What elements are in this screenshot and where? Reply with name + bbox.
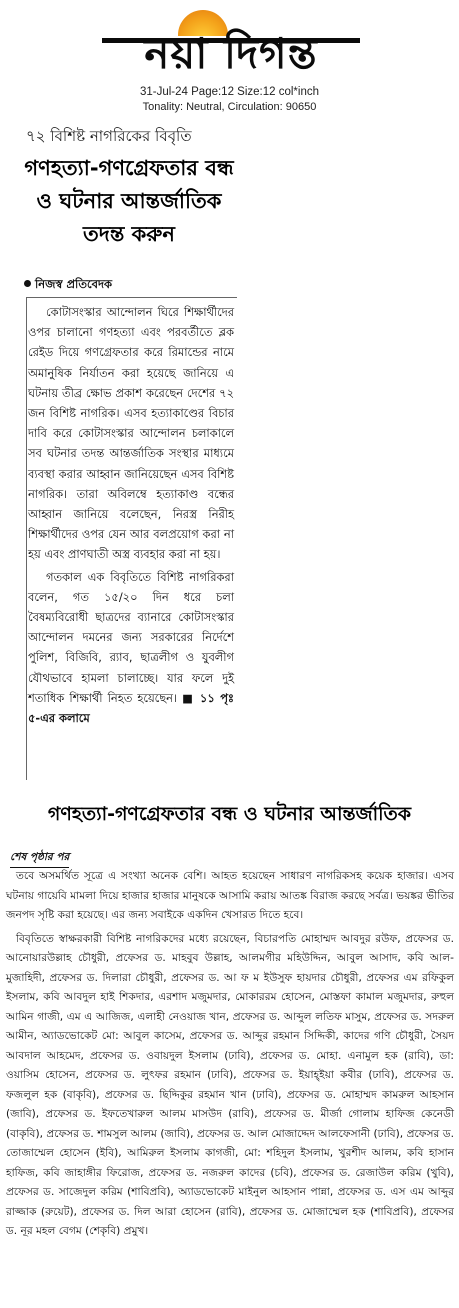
continued-reference: ■ ১১ পৃঃ ৫-এর কলামে — [28, 690, 234, 726]
continuation-paragraph-2: বিবৃতিতে স্বাক্ষরকারী বিশিষ্ট নাগরিকদের মধ্যে রয়েছেন, বিচারপতি মোহাম্মদ আবদুর রউফ, প্রফেসর ড. আনোয়ারউল্লাহ চৌধুরী, প্রফেসর ড. মাহবুব উল্লাহ, আলমগীর মহিউদ্দিন, আবুল আসাদ, কবি আল-মুজাহিদী, প্রফেসর ড. দিলারা চৌধুরী, প্রফেসর ড. আ ফ ম ইউসুফ হায়দার চৌধুরী, প্রফেসর এম রফিকুল ইসলাম, কবি আবদুল হাই শিকদার, এরশাদ মজুমদার, মোকাররম হোসেন, মোস্তফা কামাল মজুমদার, রুহুল আমিন গাজী, এম এ আজিজ, এলাহী নেওয়াজ খান, প্রফেসর ড. আব্দুল লতিফ মাসুম, প্রফেসর ড. সদরুল আমীন, অ্যাডভোকেট মো: আবুল কাসেম, প্রফেসর ড. আব্দুর রহমান সিদ্দিকী, কাদের গণি চৌধুরী, সৈয়দ আবদাল আহমেদ, প্রফেসর ড. ওবায়দুল ইসলাম (ঢাবি), প্রফেসর ড. মোহা. এনামুল হক (রাবি), ডা: ওয়াসিম হোসেন, প্রফেসর ড. লুৎফর রহমান (ঢাবি), প্রফেসর ড. ইয়াহ্‌ইয়া কবীর (ঢাবি), প্রফেসর ড. ফজলুল হক (বাকৃবি), প্রফেসর ড. ছিদ্দিকুর রহমান খান (ঢাবি), প্রফেসর ড. মোহাম্মদ কামরুল আহসান (জাবি), প্রফেসর ড. ইফতেখারুল আলম মাসউদ (রাবি), প্রফেসর ড. মীর্জা গোলাম হাফিজ কেনেডী (বাকৃবি), প্রফেসর ড. শামসুল আলম (জাবি), প্রফেসর ড. আল মোজাদ্দেদ আলফেসানী (ঢাবি), প্রফেসর ড. তোজাম্মেল হোসেন (ইবি), আমিরুল ইসলাম কাগজী, মো: শহিদুল ইসলাম, খুরশীদ আলম, কবি হাসান হাফিজ, কবি জাহাঙ্গীর ফিরোজ, প্রফেসর ড. নজরুল কাদের (চবি), প্রফেসর ড. রেজাউল করিম (খুবি), প্রফেসর ড. সাজেদুল করিম (শাবিপ্রবি), অ্যাডভোকেট মাইনুল আহসান পান্না, প্রফেসর ড. এস এম আব্দুর রাজ্জাক (রুয়েট), প্রফেসর ড. দিল আরা হোসেন (রাবি), প্রফেসর ড. মোজাম্মেল হক (শাবিপ্রবি), প্রফেসর ড. নূর মহল বেগম (শেকৃবি) প্রমুখ। — [6, 932, 454, 1237]
article-front-clipping — [20, 122, 238, 790]
article-paragraph-2-text: গতকাল এক বিবৃতিতে বিশিষ্ট নাগরিকরা বলেন, গত ১৫/২০ দিন ধরে চলা বৈষম্যবিরোধী ছাত্রদের ব্যানারে কোটাসংস্কার আন্দোলন দমনের জন্য সরকারের নির্দেশে পুলিশ, বিজিবি, র‌্যাব, ছাত্রলীগ ও যুবলীগ যৌথভাবে হামলা চালাচ্ছে। যার ফলে দুই শতাধিক শিক্ষার্থী নিহত হয়েছেন। — [28, 569, 234, 705]
clipping-meta-tonality: Tonality: Neutral, Circulation: 90650 — [142, 101, 317, 113]
article-headline: গণহত্যা-গণগ্রেফতার বন্ধ ও ঘটনার আন্তর্জাতিক তদন্ত করুন — [24, 156, 234, 246]
clipping-meta-date: 31-Jul-24 Page:12 Size:12 col*inch — [139, 86, 319, 98]
continuation-body — [6, 867, 454, 1242]
article-paragraph-2 — [28, 567, 234, 729]
continuation-paragraph-1: তবে অসমর্থিত সূত্রে এ সংখ্যা অনেক বেশি। আহত হয়েছেন সাধারণ নাগরিকসহ কয়েক হাজার। এসব ঘটনায় গায়েবি মামলা দিয়ে হাজার হাজার মানুষকে আসামি করায় আতঙ্ক বিরাজ করছে সর্বত্র। ভয়ঙ্কর ভীতির জনপদ সৃষ্টি করা হয়েছে। এর জন্য সবাইকে একদিন খেসারত দিতে হবে। — [6, 870, 454, 921]
article-byline — [24, 276, 238, 295]
bullet-icon — [24, 280, 31, 287]
article-kicker: ৭২ বিশিষ্ট নাগরিকের বিবৃতি — [26, 127, 192, 145]
continuation-headline: গণহত্যা-গণগ্রেফতার বন্ধ ও ঘটনার আন্তর্জাতিক — [47, 803, 412, 825]
byline-text: নিজস্ব প্রতিবেদক — [35, 277, 113, 291]
article-paragraph-1: কোটাসংস্কার আন্দোলন ঘিরে শিক্ষার্থীদের ওপর চালানো গণহত্যা এবং পরবর্তীতে ব্লক রেইড দিয়ে গণগ্রেফতার করে রিমান্ডের নামে অমানুষিক নির্যাতন করা হয়েছে জানিয়ে এ ঘটনায় তীব্র ক্ষোভ প্রকাশ করেছেন দেশের ৭২ জন বিশিষ্ট নাগরিক। এসব হত্যাকাণ্ডের বিচার দাবি করে কোটাসংস্কার আন্দোলন চলাকালে সব ঘটনার তদন্ত আন্তর্জাতিক সংস্থার মাধ্যমে ব্যবস্থা করার আহ্বান জানিয়েছেন এসব বিশিষ্ট নাগরিক। তারা অবিলম্বে হত্যাকাণ্ড বন্ধের আহ্বান জানিয়ে বলেছেন, নিরস্ত্র নিরীহ শিক্ষার্থীদের ওপর যেন আর বলপ্রয়োগ করা না হয় এবং প্রাণঘাতী অস্ত্র ব্যবহার করা না হয়। — [28, 305, 234, 562]
masthead-logo — [96, 8, 366, 82]
continued-from-label: শেষ পৃষ্ঠার পর — [10, 850, 69, 868]
article-body — [28, 302, 234, 730]
newspaper-name: নয়া দিগন্ত — [144, 29, 318, 78]
